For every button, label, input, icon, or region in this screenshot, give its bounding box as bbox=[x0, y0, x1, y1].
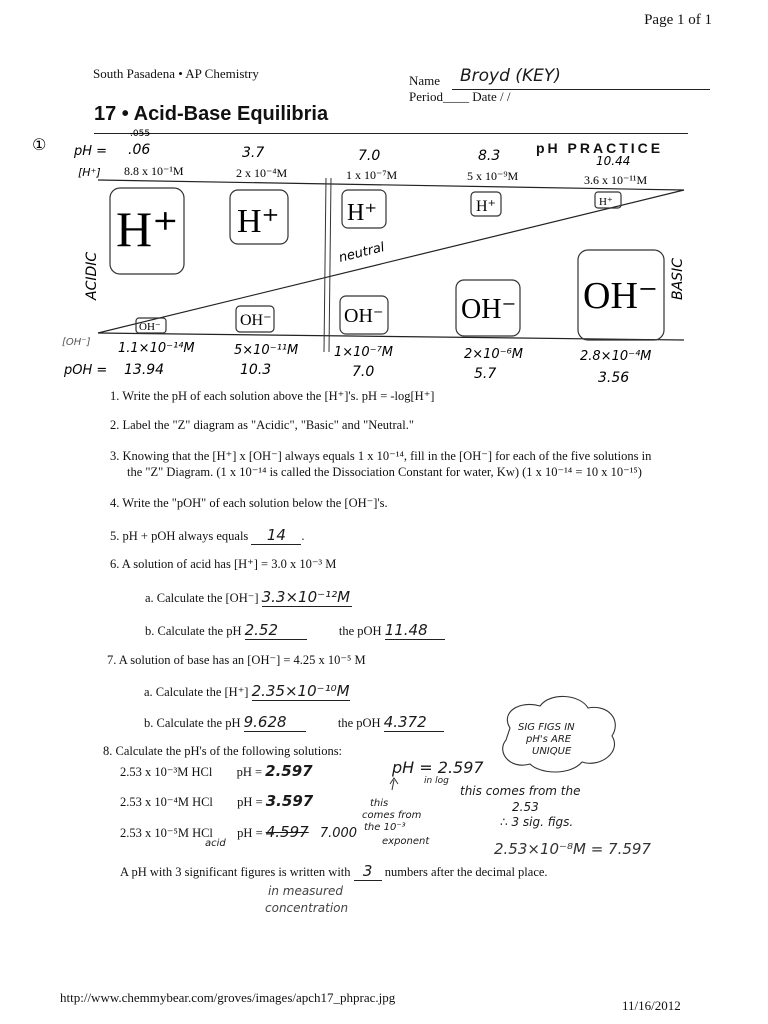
question-8: 8. Calculate the pH's of the following solutions: bbox=[103, 744, 343, 758]
q8-row-2-answer: 3.597 bbox=[265, 792, 314, 810]
question-6a-text: a. Calculate the [OH⁻] bbox=[145, 591, 259, 605]
q8-row-3 bbox=[120, 823, 357, 841]
question-6b-text: b. Calculate the pH bbox=[145, 624, 242, 638]
q8-row-3-answer: 4.597 bbox=[265, 823, 309, 841]
oh-symbol-2: OH⁻ bbox=[240, 312, 272, 329]
h-symbol-2: H⁺ bbox=[237, 203, 280, 240]
oh-symbol-5: OH⁻ bbox=[583, 275, 658, 317]
question-6b-answer: 2.52 bbox=[245, 621, 307, 640]
basic-label: BASIC bbox=[670, 258, 686, 300]
poh-value-1: 13.94 bbox=[124, 362, 165, 378]
question-1: 1. Write the pH of each solution above the [H⁺]'s. pH = -log[H⁺] bbox=[110, 389, 435, 403]
sig-fig-note-1: in measured bbox=[268, 884, 343, 898]
question-3-line-2: the "Z" Diagram. (1 x 10⁻¹⁴ is called the Dissociation Constant for water, Kw) (1 x 10⁻¹⁴ = 10 x 10⁻¹⁵) bbox=[127, 465, 642, 479]
question-7a bbox=[144, 682, 350, 701]
footer-date: 11/16/2012 bbox=[622, 998, 681, 1013]
ph-value-2: 3.7 bbox=[242, 145, 265, 161]
sig-fig-answer: 3 bbox=[354, 862, 382, 881]
question-7b-poh-label: the pOH bbox=[337, 716, 381, 730]
question-6a bbox=[145, 588, 352, 607]
right-note-3: ∴ 3 sig. figs. bbox=[500, 815, 574, 829]
q8-row-1-answer: 2.597 bbox=[265, 762, 313, 780]
question-6a-answer: 3.3×10⁻¹²M bbox=[261, 588, 351, 606]
name-value: Broyd (KEY) bbox=[460, 66, 561, 86]
sig-fig-text-a: A pH with 3 significant figures is written with bbox=[120, 865, 351, 879]
date-label: Date bbox=[472, 89, 497, 104]
page-title: 17 • Acid-Base Equilibria bbox=[94, 103, 329, 125]
neutral-line-left bbox=[324, 178, 326, 352]
bubble-line-3: UNIQUE bbox=[532, 746, 572, 757]
ph-row-label: pH = bbox=[74, 144, 108, 159]
q8-row-3-label: pH = bbox=[237, 826, 263, 840]
q8-row-2-conc: 2.53 x 10⁻⁴M HCl bbox=[120, 795, 213, 809]
this-note-2: comes from bbox=[362, 810, 422, 821]
this-note-3: the 10⁻³ bbox=[364, 822, 406, 833]
q8-row-1-conc: 2.53 x 10⁻³M HCl bbox=[120, 765, 213, 779]
poh-value-5: 3.56 bbox=[598, 370, 630, 386]
q8-row-3-conc: 2.53 x 10⁻⁵M HCl bbox=[120, 826, 213, 840]
question-7: 7. A solution of base has an [OH⁻] = 4.25 x 10⁻⁵ M bbox=[107, 653, 366, 667]
q8-row-2-label: pH = bbox=[237, 795, 263, 809]
h-conc-5: 3.6 x 10⁻¹¹M bbox=[584, 173, 648, 187]
oh-conc-4: 2×10⁻⁶M bbox=[464, 347, 523, 362]
h-conc-3: 1 x 10⁻⁷M bbox=[346, 168, 398, 182]
bubble-line-2: pH's ARE bbox=[526, 734, 572, 745]
poh-value-3: 7.0 bbox=[352, 364, 375, 380]
course-name: South Pasadena • AP Chemistry bbox=[93, 66, 259, 81]
sig-fig-text-b: numbers after the decimal place. bbox=[384, 865, 548, 879]
question-7b-text: b. Calculate the pH bbox=[144, 716, 241, 730]
sig-fig-question bbox=[120, 862, 548, 881]
z-diagram bbox=[0, 0, 768, 400]
poh-value-4: 5.7 bbox=[474, 366, 497, 382]
h-conc-1: 8.8 x 10⁻¹M bbox=[124, 164, 184, 178]
oh-symbol-3: OH⁻ bbox=[344, 305, 384, 327]
h-symbol-1: H⁺ bbox=[116, 201, 179, 257]
neutral-label: neutral bbox=[337, 240, 387, 266]
question-3-line-1: 3. Knowing that the [H⁺] x [OH⁻] always equals 1 x 10⁻¹⁴, fill in the [OH⁻] for each of the five solutions in bbox=[110, 449, 652, 463]
h-conc-2: 2 x 10⁻⁴M bbox=[236, 166, 288, 180]
this-note-1: this bbox=[370, 798, 389, 809]
question-5: 5. pH + pOH always equals 14 . bbox=[110, 526, 305, 544]
ph-value-4: 8.3 bbox=[478, 148, 501, 164]
bottom-expression: 2.53×10⁻⁸M = 7.597 bbox=[494, 840, 651, 858]
question-7b bbox=[144, 713, 444, 732]
oh-conc-1: 1.1×10⁻¹⁴M bbox=[118, 341, 195, 356]
q8-row-1-label: pH = bbox=[236, 765, 263, 779]
question-4: 4. Write the "pOH" of each solution below the [OH⁻]'s. bbox=[110, 496, 388, 510]
h-symbol-4: H⁺ bbox=[476, 198, 496, 215]
question-6b-poh-answer: 11.48 bbox=[385, 621, 445, 640]
question-5-text: 5. pH + pOH always equals bbox=[110, 529, 249, 543]
poh-value-2: 10.3 bbox=[240, 362, 272, 378]
oh-symbol-1: OH⁻ bbox=[139, 321, 161, 333]
ph-value-5: 10.44 bbox=[596, 154, 631, 168]
question-7b-answer: 9.628 bbox=[244, 713, 306, 732]
ph-value-1: .06 bbox=[128, 142, 151, 158]
q8-row-2 bbox=[120, 792, 313, 810]
oh-conc-5: 2.8×10⁻⁴M bbox=[580, 349, 652, 364]
question-6: 6. A solution of acid has [H⁺] = 3.0 x 10⁻³ M bbox=[110, 557, 337, 571]
this-note-4: exponent bbox=[382, 836, 430, 847]
practice-title: pH PRACTICE bbox=[536, 140, 664, 156]
neutral-line-right bbox=[329, 178, 331, 352]
question-6b bbox=[145, 621, 445, 640]
question-7a-answer: 2.35×10⁻¹⁰M bbox=[251, 682, 350, 700]
h-symbol-5: H⁺ bbox=[599, 196, 613, 208]
date-value: / / bbox=[500, 89, 511, 104]
question-2: 2. Label the "Z" diagram as "Acidic", "Basic" and "Neutral." bbox=[110, 418, 414, 432]
h-row-label: [H⁺] bbox=[78, 166, 101, 179]
bubble-line-1: SIG FIGS IN bbox=[518, 722, 575, 733]
arrow-up-icon bbox=[390, 778, 398, 790]
ph-example: pH = 2.597 bbox=[392, 758, 484, 777]
oh-row-label: [OH⁻] bbox=[62, 337, 91, 348]
struck-value: .055 bbox=[130, 129, 151, 139]
period-label-text: Period bbox=[409, 89, 443, 104]
name-label: Name bbox=[409, 73, 441, 88]
h-symbol-3: H⁺ bbox=[347, 200, 377, 226]
q8-row-3-extra: 7.000 bbox=[319, 826, 358, 841]
question-5-answer: 14 bbox=[251, 526, 301, 545]
oh-symbol-4: OH⁻ bbox=[461, 294, 517, 325]
sig-fig-note-2: concentration bbox=[265, 901, 349, 915]
question-1-marker: ① bbox=[32, 135, 47, 154]
oh-conc-3: 1×10⁻⁷M bbox=[334, 345, 393, 360]
q8-row-1 bbox=[120, 762, 313, 780]
h-conc-4: 5 x 10⁻⁹M bbox=[467, 169, 519, 183]
question-7a-text: a. Calculate the [H⁺] bbox=[144, 685, 249, 699]
question-7b-poh-answer: 4.372 bbox=[384, 713, 444, 732]
z-bottom-line bbox=[98, 333, 684, 340]
oh-conc-2: 5×10⁻¹¹M bbox=[234, 343, 299, 358]
period-label: Period____ Date / / bbox=[409, 89, 511, 104]
acid-note: acid bbox=[205, 838, 226, 849]
poh-row-label: pOH = bbox=[64, 363, 108, 378]
footer-url: http://www.chemmybear.com/groves/images/apch17_phprac.jpg bbox=[60, 990, 396, 1005]
in-log-note: in log bbox=[424, 776, 449, 786]
right-note-2: 2.53 bbox=[512, 800, 539, 814]
ph-value-3: 7.0 bbox=[358, 148, 381, 164]
question-6b-poh-label: the pOH bbox=[338, 624, 382, 638]
acidic-label: ACIDIC bbox=[84, 251, 100, 300]
right-note-1: this comes from the bbox=[460, 784, 581, 798]
page-number: Page 1 of 1 bbox=[644, 12, 712, 28]
